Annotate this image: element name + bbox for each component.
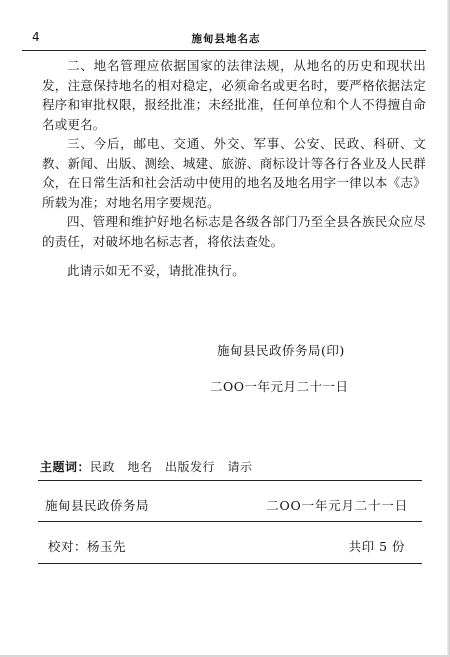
footer-rule-bottom (38, 563, 422, 564)
signature-date: 二OO一年元月二十一日 (210, 379, 349, 394)
document-body (42, 56, 426, 251)
paragraph-4: 四、管理和维护好地名标志是各级各部门乃至全县各族民众应尽的责任，对破坏地名标志者，将依法查处。 (42, 214, 426, 249)
closing-sentence: 此请示如无不妥，请批准执行。 (67, 263, 245, 278)
keywords-label: 主题词： (40, 460, 91, 474)
paragraph-3: 三、今后，邮电、交通、外交、军事、公安、民政、科研、文教、新闻、出版、测绘、城建、旅游、商标设计等各行各业及人民群众，在日常生活和社会活动中使用的地名及地名用字一律以本《志》所载为准；对地名用字要规范。 (42, 136, 426, 210)
paragraph-2: 二、地名管理应依据国家的法律法规，从地名的历史和现状出发，注意保持地名的相对稳定，必须命名或更名时，要严格依据法定程序和审批权限，报经批准；未经批准，任何单位和个人不得擅自命名或更名。 (42, 58, 426, 132)
page-header (22, 30, 430, 48)
footer-rule-middle (38, 521, 422, 522)
running-title: 施甸县地名志 (191, 33, 261, 45)
subject-keywords (40, 458, 253, 475)
footer-organization: 施甸县民政侨务局 (45, 498, 150, 513)
keywords-terms: 民政 地名 出版发行 请示 (90, 460, 253, 474)
footer-rule-top (38, 480, 422, 481)
proofreader: 校对：杨玉先 (48, 539, 127, 554)
page-number: 4 (32, 30, 40, 44)
header-rule (22, 50, 426, 51)
issuer-signature: 施甸县民政侨务局(印) (217, 343, 345, 358)
footer-date: 二OO一年元月二十一日 (266, 498, 408, 513)
print-copies: 共印 5 份 (348, 539, 405, 554)
